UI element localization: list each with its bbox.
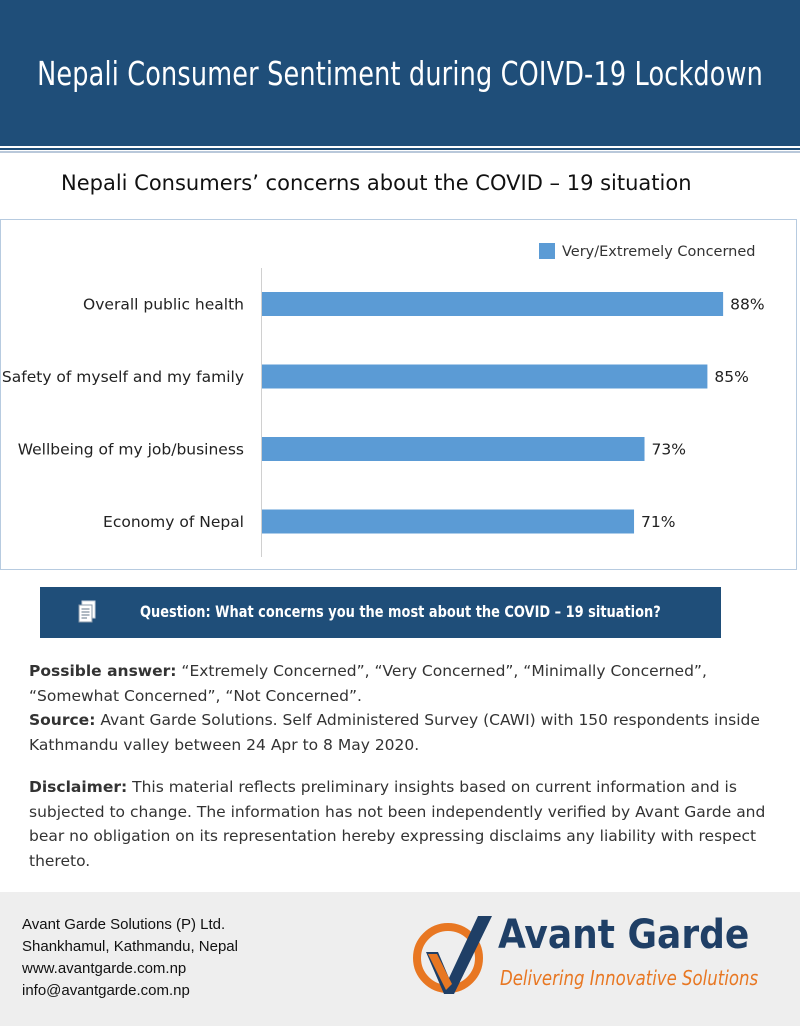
company-address bbox=[22, 914, 238, 1002]
possible-answer-note bbox=[29, 659, 789, 708]
data-label: 71% bbox=[641, 513, 676, 531]
data-label: 85% bbox=[714, 368, 749, 386]
question-banner bbox=[40, 587, 721, 638]
page-header bbox=[0, 0, 800, 146]
footer bbox=[0, 892, 800, 1026]
company-name: Avant Garde Solutions (P) Ltd. bbox=[22, 916, 226, 933]
bar bbox=[262, 437, 645, 461]
bar bbox=[262, 510, 634, 534]
data-label: 73% bbox=[651, 440, 686, 459]
category-label: Wellbeing of my job/business bbox=[17, 440, 244, 459]
possible-answer-text: “Extremely Concerned”, “Very Concerned”, “Minimally Concerned”, “Somewhat Concerned”, “Not Concerned”. bbox=[29, 662, 707, 705]
legend-swatch bbox=[539, 243, 555, 259]
disclaimer-text: This material reflects preliminary insights based on current information and is subjected to change. The information has not been independently verified by Avant Garde and bear no obligation on its representation hereby expressing disclaims any liability with respect thereto. bbox=[29, 778, 766, 870]
company-location: Shankhamul, Kathmandu, Nepal bbox=[22, 938, 238, 955]
chart-subtitle: Nepali Consumers’ concerns about the COVID – 19 situation bbox=[61, 171, 692, 195]
header-divider-light bbox=[0, 151, 800, 153]
data-label: 88% bbox=[730, 295, 765, 314]
company-email-link[interactable]: info@avantgarde.com.np bbox=[22, 982, 190, 999]
logo-tagline: Delivering Innovative Solutions bbox=[500, 966, 759, 990]
chart-frame bbox=[0, 219, 797, 570]
notes-section bbox=[29, 659, 789, 873]
header-divider bbox=[0, 148, 800, 150]
bar-chart bbox=[1, 220, 798, 571]
category-label: Economy of Nepal bbox=[103, 513, 244, 531]
disclaimer-note bbox=[29, 775, 789, 873]
source-label: Source: bbox=[29, 711, 96, 729]
source-text: Avant Garde Solutions. Self Administered Survey (CAWI) with 150 respondents inside Kathmandu valley between 24 Apr to 8 May 2020. bbox=[29, 711, 760, 754]
category-label: Overall public health bbox=[83, 295, 244, 314]
possible-answer-label: Possible answer: bbox=[29, 662, 177, 680]
company-website-link[interactable]: www.avantgarde.com.np bbox=[22, 960, 187, 977]
category-label: Safety of myself and my family bbox=[1, 368, 244, 386]
logo-name: Avant Garde bbox=[498, 912, 750, 958]
avant-garde-logo bbox=[412, 908, 782, 1008]
checkmark-logo-icon bbox=[412, 908, 502, 1008]
document-icon bbox=[77, 600, 97, 624]
disclaimer-label: Disclaimer: bbox=[29, 778, 128, 796]
bar bbox=[262, 365, 707, 389]
page-title: Nepali Consumer Sentiment during COIVD-19 Lockdown bbox=[37, 53, 763, 93]
legend-label: Very/Extremely Concerned bbox=[562, 244, 756, 260]
question-text: Question: What concerns you the most about the COVID – 19 situation? bbox=[140, 602, 661, 621]
bar bbox=[262, 292, 723, 316]
source-note bbox=[29, 708, 789, 757]
